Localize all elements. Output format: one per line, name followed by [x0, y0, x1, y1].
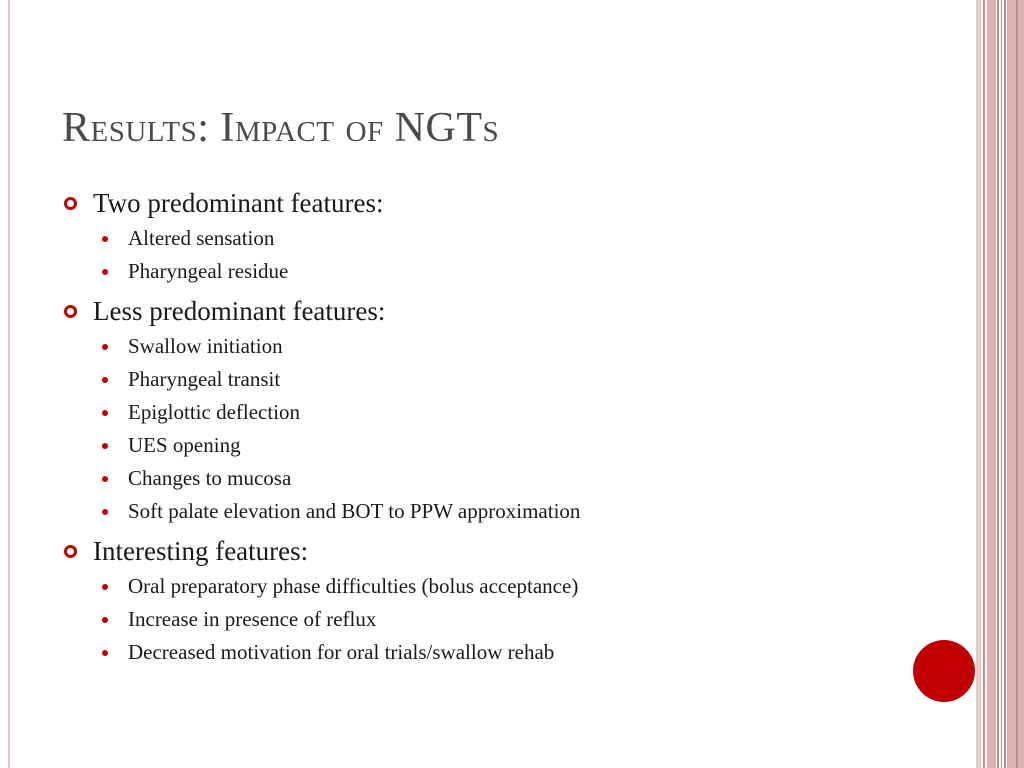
sub-bullet-text: Changes to mucosa: [128, 466, 292, 490]
dot-bullet-icon: [102, 377, 108, 383]
dot-bullet-icon: [102, 509, 108, 515]
stripe: [987, 0, 996, 768]
sub-bullet-text: Pharyngeal transit: [128, 367, 281, 391]
sub-bullet-item: [62, 495, 762, 528]
stripe: [1004, 0, 1006, 768]
sub-bullet-item: [62, 396, 762, 429]
sub-bullet-item: [62, 330, 762, 363]
sub-bullet-text: UES opening: [128, 433, 241, 457]
dot-bullet-icon: [102, 236, 108, 242]
dot-bullet-icon: [102, 584, 108, 590]
bullet-section: [62, 292, 762, 528]
dot-bullet-icon: [102, 344, 108, 350]
dot-bullet-icon: [102, 650, 108, 656]
left-border-line: [8, 0, 10, 768]
decorative-stripes: [976, 0, 1024, 768]
sub-bullet-item: [62, 636, 762, 669]
ring-bullet-icon: [64, 197, 77, 210]
stripe: [976, 0, 981, 768]
sub-bullet-text: Decreased motivation for oral trials/swallow rehab: [128, 640, 555, 664]
sub-bullet-item: [62, 603, 762, 636]
bullet-heading: [62, 292, 762, 330]
dot-bullet-icon: [102, 269, 108, 275]
slide-content: [62, 184, 762, 673]
stripe: [1001, 0, 1002, 768]
sub-bullet-text: Oral preparatory phase difficulties (bolus acceptance): [128, 574, 579, 598]
decorative-red-circle: [913, 640, 975, 702]
sub-bullet-item: [62, 363, 762, 396]
sub-bullet-list: [62, 330, 762, 528]
bullet-heading-text: Two predominant features:: [93, 187, 384, 218]
dot-bullet-icon: [102, 617, 108, 623]
bullet-heading-text: Interesting features:: [93, 535, 309, 566]
sub-bullet-list: [62, 222, 762, 288]
sub-bullet-text: Epiglottic deflection: [128, 400, 301, 424]
sub-bullet-text: Soft palate elevation and BOT to PPW approximation: [128, 499, 581, 523]
sub-bullet-item: [62, 255, 762, 288]
sub-bullet-text: Swallow initiation: [128, 334, 283, 358]
sub-bullet-text: Altered sensation: [128, 226, 275, 250]
dot-bullet-icon: [102, 443, 108, 449]
stripe: [997, 0, 999, 768]
dot-bullet-icon: [102, 476, 108, 482]
sub-bullet-text: Increase in presence of reflux: [128, 607, 377, 631]
sub-bullet-item: [62, 570, 762, 603]
sub-bullet-item: [62, 429, 762, 462]
bullet-section: [62, 184, 762, 288]
bullet-heading: [62, 184, 762, 222]
sub-bullet-text: Pharyngeal residue: [128, 259, 289, 283]
sub-bullet-item: [62, 222, 762, 255]
stripe: [983, 0, 985, 768]
sub-bullet-item: [62, 462, 762, 495]
ring-bullet-icon: [64, 545, 77, 558]
bullet-section: [62, 532, 762, 669]
slide-title: Results: Impact of NGTs: [62, 105, 500, 151]
bullet-heading-text: Less predominant features:: [93, 295, 386, 326]
dot-bullet-icon: [102, 410, 108, 416]
bullet-heading: [62, 532, 762, 570]
sub-bullet-list: [62, 570, 762, 669]
ring-bullet-icon: [64, 305, 77, 318]
stripe: [1016, 0, 1018, 768]
